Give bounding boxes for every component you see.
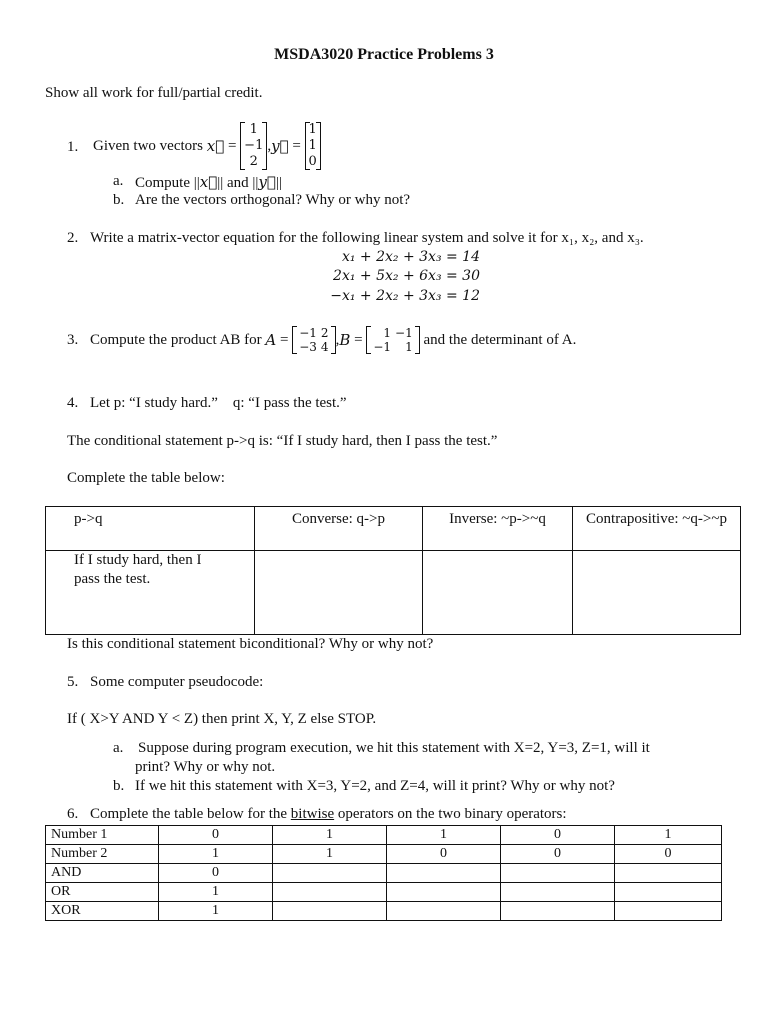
x-vector-entry: 2 xyxy=(249,154,258,169)
answer-cell[interactable] xyxy=(273,883,387,902)
y-vector-symbol: y⃗ xyxy=(258,173,276,191)
equation-1: x₁ + 2x₂ + 3x₃ = 14 xyxy=(341,249,480,265)
row-label: OR xyxy=(46,883,159,902)
bit-cell: 0 xyxy=(387,845,501,864)
table-header-cell: Inverse: ~p->~q xyxy=(423,507,573,551)
answer-cell[interactable] xyxy=(501,902,615,921)
bitwise-row-and xyxy=(46,864,722,883)
row-label: AND xyxy=(46,864,159,883)
answer-cell[interactable] xyxy=(615,902,722,921)
problem-1b-text: Are the vectors orthogonal? Why or why not? xyxy=(135,192,411,208)
conditional-table-header-row xyxy=(46,507,741,551)
problem-6-underlined: bitwise xyxy=(290,806,335,822)
matrix-a-entry: 2 xyxy=(320,326,329,340)
matrix-a-entry: −3 xyxy=(299,340,317,354)
bit-cell: 0 xyxy=(159,864,273,883)
x-vector-symbol: x⃗ xyxy=(206,137,225,155)
bit-cell: 1 xyxy=(159,883,273,902)
bitwise-row-xor xyxy=(46,902,722,921)
row-label: Number 2 xyxy=(46,845,159,864)
problem-4-question: Is this conditional statement biconditional? Why or why not? xyxy=(67,636,434,652)
table-cell-text: If I study hard, then I pass the test. xyxy=(74,552,202,587)
table-cell-converse[interactable] xyxy=(255,551,423,635)
problem-5a-text-cont: print? Why or why not. xyxy=(135,759,276,775)
x-vector-entry: 1 xyxy=(249,122,258,137)
conditional-table xyxy=(45,506,741,635)
bitwise-table xyxy=(45,825,722,921)
problem-6-text-part: operators on the two binary operators: xyxy=(334,806,567,822)
problem-1-lead: Given two vectors xyxy=(93,137,203,154)
answer-cell[interactable] xyxy=(387,864,501,883)
answer-cell[interactable] xyxy=(387,902,501,921)
problem-1-number: 1. xyxy=(67,139,79,155)
bitwise-row-or xyxy=(46,883,722,902)
y-vector-entry: 1 xyxy=(308,138,317,153)
bit-cell: 1 xyxy=(387,826,501,845)
pseudocode-line: If ( X>Y AND Y < Z) then print X, Y, Z else STOP. xyxy=(67,711,377,727)
answer-cell[interactable] xyxy=(501,864,615,883)
x-vector-symbol: x⃗ xyxy=(199,173,218,191)
y-vector-entry: 0 xyxy=(308,154,317,169)
matrix-a-symbol: A xyxy=(265,331,277,349)
bit-cell: 0 xyxy=(159,826,273,845)
bit-cell: 1 xyxy=(273,845,387,864)
problem-6-number: 6. xyxy=(67,806,79,822)
answer-cell[interactable] xyxy=(273,864,387,883)
equation-3: −x₁ + 2x₂ + 3x₃ = 12 xyxy=(330,288,480,304)
bit-cell: 1 xyxy=(273,826,387,845)
matrix-b-entry: −1 xyxy=(373,340,392,354)
problem-2-number: 2. xyxy=(67,230,79,246)
y-vector xyxy=(305,122,321,170)
page-title: MSDA3020 Practice Problems 3 xyxy=(274,46,494,63)
problem-1a-label: a. xyxy=(113,173,124,189)
matrix-b-symbol: B xyxy=(339,331,351,349)
bit-cell: 1 xyxy=(159,902,273,921)
problem-1b-label: b. xyxy=(113,192,125,208)
problem-4-instruction: Complete the table below: xyxy=(67,470,225,486)
problem-3-lead: Compute the product AB for xyxy=(90,331,262,348)
table-header-cell: Contrapositive: ~q->~p xyxy=(573,507,741,551)
matrix-b-entry: 1 xyxy=(383,326,392,340)
row-label: Number 1 xyxy=(46,826,159,845)
answer-cell[interactable] xyxy=(387,883,501,902)
answer-cell[interactable] xyxy=(501,883,615,902)
matrix-b-entry: 1 xyxy=(405,340,413,354)
answer-cell[interactable] xyxy=(615,883,722,902)
bit-cell: 0 xyxy=(501,845,615,864)
problem-1a-text-part: || xyxy=(275,175,282,191)
conditional-table-row xyxy=(46,551,741,635)
y-vector-symbol: y⃗ xyxy=(271,137,289,155)
table-cell-inverse[interactable] xyxy=(423,551,573,635)
matrix-a-entry: 4 xyxy=(320,340,329,354)
problem-2-text: Write a matrix-vector equation for the following linear system and solve it for x₁, x₂, and x₃. xyxy=(90,230,644,246)
matrix-a-entry: −1 xyxy=(299,326,317,340)
problem-3-number: 3. xyxy=(67,332,79,348)
problem-3-statement: Compute the product AB for A = −1 2 −3 4 , B = 1 −1 −1 1 and the determinant of A. xyxy=(90,326,577,354)
bit-cell: 1 xyxy=(159,845,273,864)
y-vector-entry: 1 xyxy=(308,122,317,137)
matrix-b xyxy=(366,326,419,354)
problem-1-statement: Given two vectors x⃗ = 1 −1 2 , y⃗ = 1 1 0 xyxy=(93,121,321,171)
bit-cell: 1 xyxy=(615,826,722,845)
bit-cell: 0 xyxy=(501,826,615,845)
problem-4-conditional: The conditional statement p->q is: “If I study hard, then I pass the test.” xyxy=(67,433,498,449)
answer-cell[interactable] xyxy=(273,902,387,921)
table-header-cell: p->q xyxy=(46,507,255,551)
problem-5b-text: If we hit this statement with X=3, Y=2, and Z=4, will it print? Why or why not? xyxy=(135,778,615,794)
problem-1a-text-part: Compute || xyxy=(135,175,200,191)
problem-5a-text: Suppose during program execution, we hit this statement with X=2, Y=3, Z=1, will it xyxy=(138,740,650,756)
bit-cell: 0 xyxy=(615,845,722,864)
matrix-a xyxy=(292,326,335,354)
x-vector-entry: −1 xyxy=(244,138,264,153)
x-vector xyxy=(240,122,267,170)
instructions: Show all work for full/partial credit. xyxy=(45,85,263,101)
answer-cell[interactable] xyxy=(615,864,722,883)
table-header-cell: Converse: q->p xyxy=(255,507,423,551)
problem-6-text xyxy=(90,806,567,823)
problem-5b-label: b. xyxy=(113,778,125,794)
equation-2: 2x₁ + 5x₂ + 6x₃ = 30 xyxy=(333,268,480,284)
table-cell-contrapositive[interactable] xyxy=(573,551,741,635)
problem-4-number: 4. xyxy=(67,395,79,411)
problem-4-definitions: Let p: “I study hard.” q: “I pass the test.” xyxy=(90,395,347,411)
problem-3-tail: and the determinant of A. xyxy=(423,331,577,348)
problem-1a-text-part: || and || xyxy=(217,175,259,191)
problem-5-number: 5. xyxy=(67,674,79,690)
table-cell xyxy=(46,551,255,635)
matrix-b-entry: −1 xyxy=(395,326,413,340)
bitwise-row-number-2 xyxy=(46,845,722,864)
problem-5-lead: Some computer pseudocode: xyxy=(90,674,264,690)
problem-5a-label: a. xyxy=(113,740,124,756)
problem-1a-text xyxy=(135,173,282,192)
problem-6-text-part: Complete the table below for the xyxy=(90,806,291,822)
bitwise-row-number-1 xyxy=(46,826,722,845)
row-label: XOR xyxy=(46,902,159,921)
